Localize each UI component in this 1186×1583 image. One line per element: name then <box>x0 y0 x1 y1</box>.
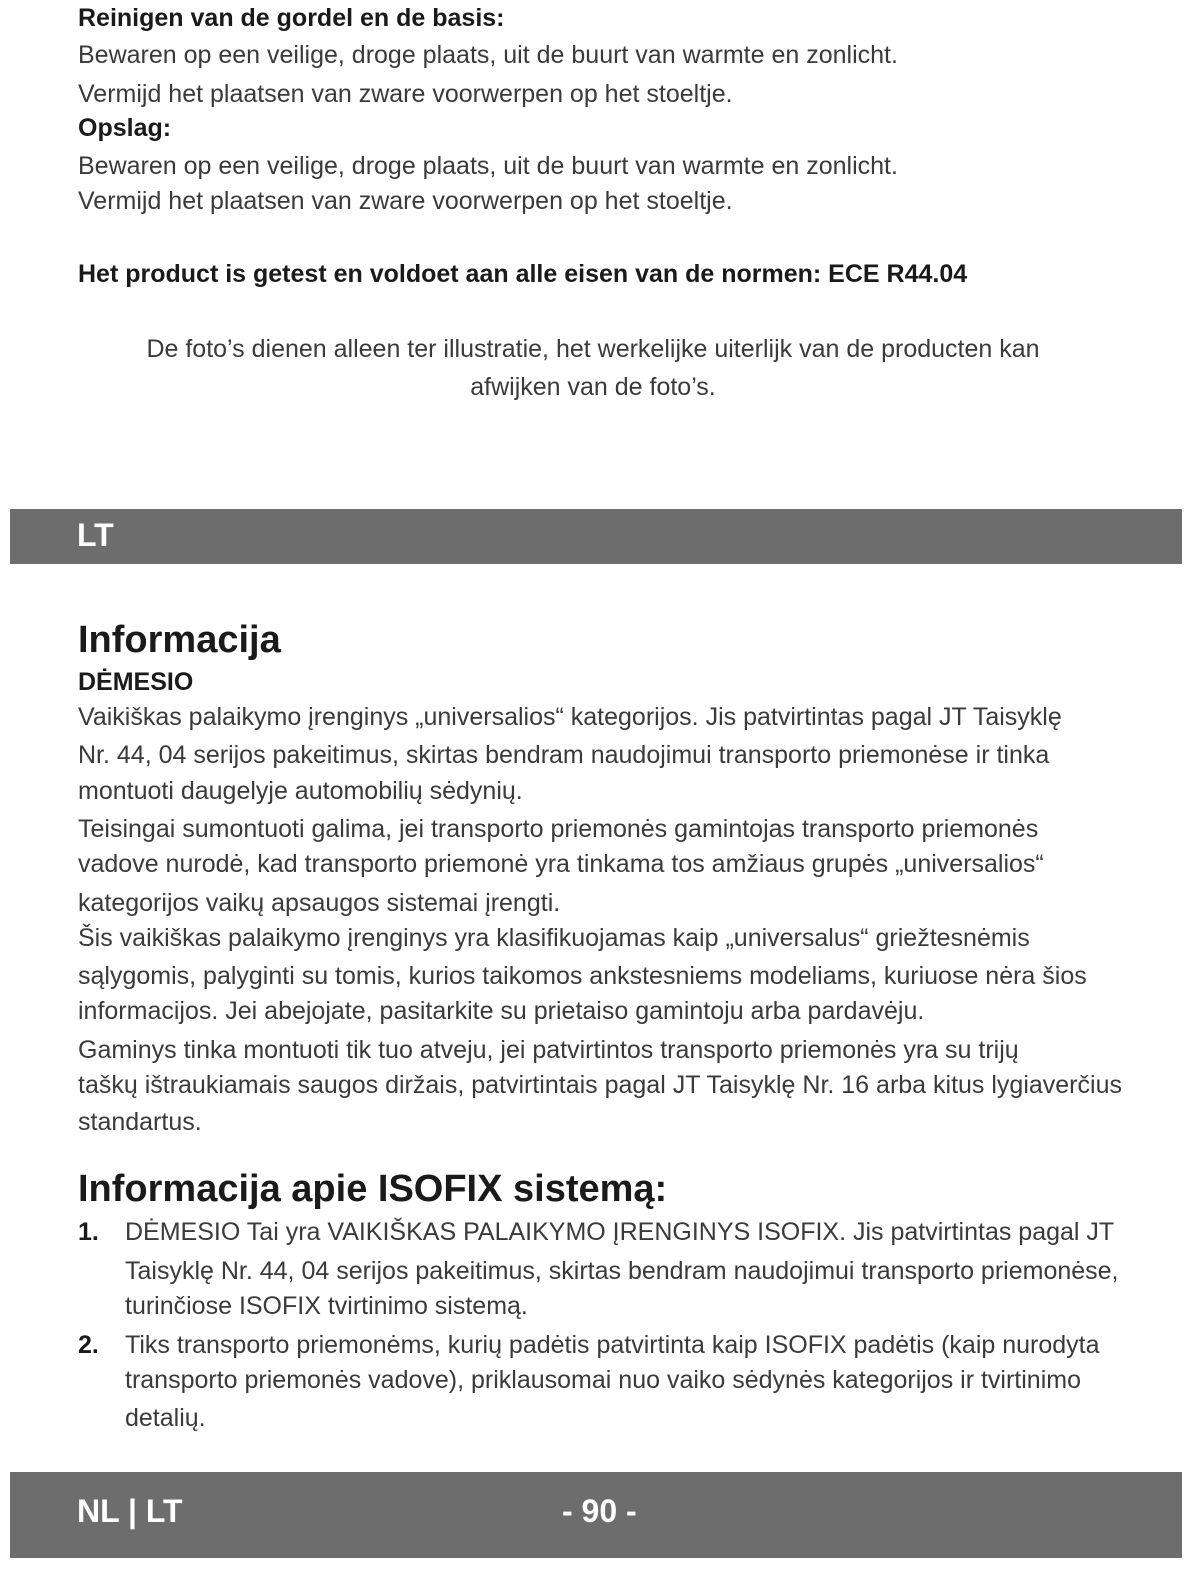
norm-statement: Het product is getest en voldoet aan alle eisen van de normen: ECE R44.04 <box>78 260 968 288</box>
paragraph-line: Gaminys tinka montuoti tik tuo atveju, jei patvirtintos transporto priemonės yra su trijų <box>78 1036 1019 1064</box>
paragraph-line: standartus. <box>78 1108 202 1136</box>
footer-languages: NL | LT <box>77 1493 183 1529</box>
paragraph-line: sąlygomis, palyginti su tomis, kurios taikomos ankstesniems modeliams, kuriuose nėra šios <box>78 962 1087 990</box>
disclaimer-line: De foto’s dienen alleen ter illustratie, het werkelijke uiterlijk van de producten kan <box>146 335 1040 363</box>
storage-line: Vermijd het plaatsen van zware voorwerpen op het stoeltje. <box>78 187 733 215</box>
paragraph-line: informacijos. Jei abejojate, pasitarkite su prietaiso gamintoju arba pardavėju. <box>78 997 925 1025</box>
list-item-line: DĖMESIO Tai yra VAIKIŠKAS PALAIKYMO ĮRENGINYS ISOFIX. Jis patvirtintas pagal JT <box>125 1218 1115 1246</box>
list-item-line: transporto priemonės vadove), priklausomai nuo vaiko sėdynės kategorijos ir tvirtinimo <box>125 1366 1081 1394</box>
paragraph-line: vadove nurodė, kad transporto priemonė yra tinkama tos amžiaus grupės „universalios“ <box>78 850 1044 878</box>
list-number: 2. <box>78 1331 99 1359</box>
isofix-title: Informacija apie ISOFIX sistemą: <box>78 1168 668 1210</box>
list-number: 1. <box>78 1218 99 1246</box>
storage-line: Bewaren op een veilige, droge plaats, uit de buurt van warmte en zonlicht. <box>78 152 898 180</box>
paragraph-line: kategorijos vaikų apsaugos sistemai įrengti. <box>78 889 561 917</box>
paragraph-line: Teisingai sumontuoti galima, jei transporto priemonės gamintojas transporto priemonės <box>78 815 1039 843</box>
footer-band <box>10 1472 1182 1558</box>
list-item-line: detalių. <box>125 1404 206 1432</box>
section-band <box>10 509 1182 564</box>
cleaning-line: Vermijd het plaatsen van zware voorwerpen op het stoeltje. <box>78 80 733 108</box>
page-number: - 90 - <box>562 1493 637 1529</box>
paragraph-line: Šis vaikiškas palaikymo įrenginys yra klasifikuojamas kaip „universalus“ griežtesnėmis <box>78 924 1030 952</box>
storage-heading: Opslag: <box>78 114 172 142</box>
list-item-line: turinčiose ISOFIX tvirtinimo sistemą. <box>125 1292 528 1320</box>
attention-heading: DĖMESIO <box>78 668 194 696</box>
paragraph-line: taškų ištraukiamais saugos diržais, patvirtintais pagal JT Taisyklę Nr. 16 arba kitus lygiaverčius <box>78 1071 1122 1099</box>
paragraph-line: Vaikiškas palaikymo įrenginys „universalios“ kategorijos. Jis patvirtintas pagal JT Taisyklę <box>78 703 1062 731</box>
cleaning-line: Bewaren op een veilige, droge plaats, uit de buurt van warmte en zonlicht. <box>78 41 898 69</box>
list-item-line: Taisyklę Nr. 44, 04 serijos pakeitimus, skirtas bendram naudojimui transporto priemonėse, <box>125 1257 1119 1285</box>
paragraph-line: montuoti daugelyje automobilių sėdynių. <box>78 777 523 805</box>
section-band-label: LT <box>77 517 114 553</box>
paragraph-line: Nr. 44, 04 serijos pakeitimus, skirtas bendram naudojimui transporto priemonėse ir tinka <box>78 741 1050 769</box>
cleaning-heading: Reinigen van de gordel en de basis: <box>78 4 505 32</box>
disclaimer-line: afwijken van de foto’s. <box>470 373 716 401</box>
info-title: Informacija <box>78 619 281 661</box>
list-item-line: Tiks transporto priemonėms, kurių padėtis patvirtinta kaip ISOFIX padėtis (kaip nurodyta <box>125 1331 1100 1359</box>
